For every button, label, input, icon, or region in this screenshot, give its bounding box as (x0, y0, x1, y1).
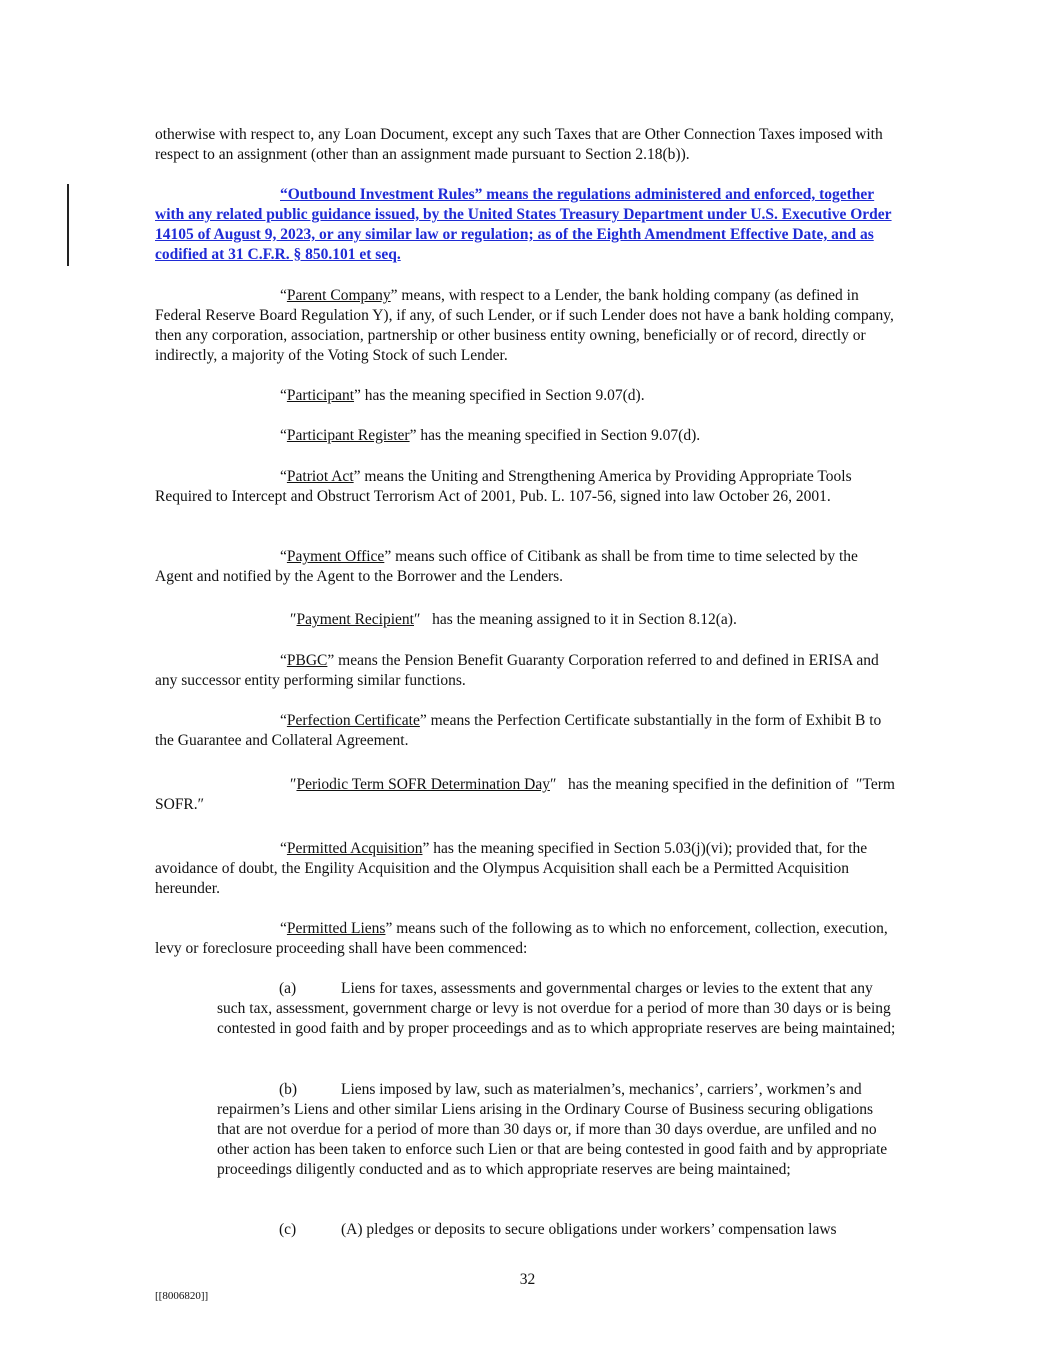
defined-term: Parent Company (286, 287, 391, 304)
definition-perfection-certificate: “Perfection Certificate” means the Perfection Certificate substantially in the form of Exhibit B to the Guarantee and Collateral Agreement. (155, 712, 882, 749)
definition-payment-office: “Payment Office” means such office of Citibank as shall be from time to time selected by the Agent and notified by the Agent to the Borrower and the Lenders. (155, 548, 858, 585)
defined-term: Participant (286, 387, 355, 404)
defined-term: Permitted Acquisition (286, 840, 423, 857)
defined-term: Participant Register (286, 427, 410, 444)
list-item-b: (b) Liens imposed by law, such as materialmen’s, mechanics’, carriers’, workmen’s and repairmen’s Liens and other similar Liens arising in the Ordinary Course of Business securing obligations that are not overdue for a period of more than 30 days or, if more than 30 days overdue, are unfiled and no other action has been taken to enforce such Lien or that are being contested in good faith and by appropriate proceedings diligently conducted and as to which appropriate reserves are being maintained; (217, 1081, 888, 1178)
defined-term: PBGC (286, 652, 328, 669)
outbound-investment-text: “Outbound Investment Rules” means the regulations administered and enforced, together with any related public guidance issued, by the United States Treasury Department under U.S. Executive Order 14105 of August 9, 2023, or any similar law or regulation; as of the Eighth Amendment Effective Date, and as codified at 31 C.F.R. § 850.101 et seq. (155, 186, 892, 263)
list-label: (a) (279, 980, 297, 997)
list-label: (b) (279, 1081, 298, 1098)
document-id: [[8006820]] (155, 1290, 209, 1302)
definition-permitted-acquisition: “Permitted Acquisition” has the meaning specified in Section 5.03(j)(vi); provided that, for the avoidance of doubt, the Engility Acquisition and the Olympus Acquisition shall each be a Permitted Acquisition hereunder. (155, 840, 868, 897)
definition-pbgc: “PBGC” means the Pension Benefit Guaranty Corporation referred to and defined in ERISA and any successor entity performing similar functions. (155, 652, 879, 689)
definition-participant-register: “Participant Register” has the meaning specified in Section 9.07(d). (280, 427, 701, 444)
definition-payment-recipient: ″Payment Recipient″ has the meaning assigned to it in Section 8.12(a). (290, 611, 737, 628)
list-item-c: (c) (A) pledges or deposits to secure obligations under workers’ compensation laws (279, 1221, 837, 1238)
definition-participant: “Participant” has the meaning specified in Section 9.07(d). (280, 387, 645, 404)
continued-paragraph: otherwise with respect to, any Loan Document, except any such Taxes that are Other Connection Taxes imposed with respect to an assignment (other than an assignment made pursuant to Section 2.18(b)). (155, 126, 883, 163)
page-number: 32 (519, 1271, 536, 1288)
defined-term: Permitted Liens (286, 920, 386, 937)
defined-term: Perfection Certificate (286, 712, 420, 729)
definition-patriot-act: “Patriot Act” means the Uniting and Strengthening America by Providing Appropriate Tools Required to Intercept and Obstruct Terrorism Act of 2001, Pub. L. 107-56, signed into law October 26, 2001. (155, 468, 852, 505)
list-item-a: (a) Liens for taxes, assessments and governmental charges or levies to the extent that any such tax, assessment, government charge or levy is not overdue for a period of more than 30 days or is being contested in good faith and by proper proceedings and as to which appropriate reserves are being maintained; (217, 980, 896, 1037)
change-bar (67, 184, 69, 266)
defined-term: Payment Recipient (296, 611, 414, 628)
definition-parent-company: “Parent Company” means, with respect to a Lender, the bank holding company (as defined in Federal Reserve Board Regulation Y), if any, of such Lender, or if such Lender does not have a bank holding company, then any corporation, association, partnership or other business entity owning, beneficially or of record, directly or indirectly, a majority of the Voting Stock of such Lender. (155, 287, 894, 364)
outbound-investment-definition (155, 185, 897, 265)
definition-permitted-liens: “Permitted Liens” means such of the following as to which no enforcement, collection, execution, levy or foreclosure proceeding shall have been commenced: (155, 920, 888, 957)
defined-term: Periodic Term SOFR Determination Day (296, 776, 550, 793)
defined-term: Patriot Act (286, 468, 354, 485)
definition-periodic-term-sofr: ″Periodic Term SOFR Determination Day″ has the meaning specified in the definition of ″Term SOFR.″ (155, 776, 899, 813)
list-label: (c) (279, 1221, 297, 1238)
defined-term: Payment Office (286, 548, 385, 565)
